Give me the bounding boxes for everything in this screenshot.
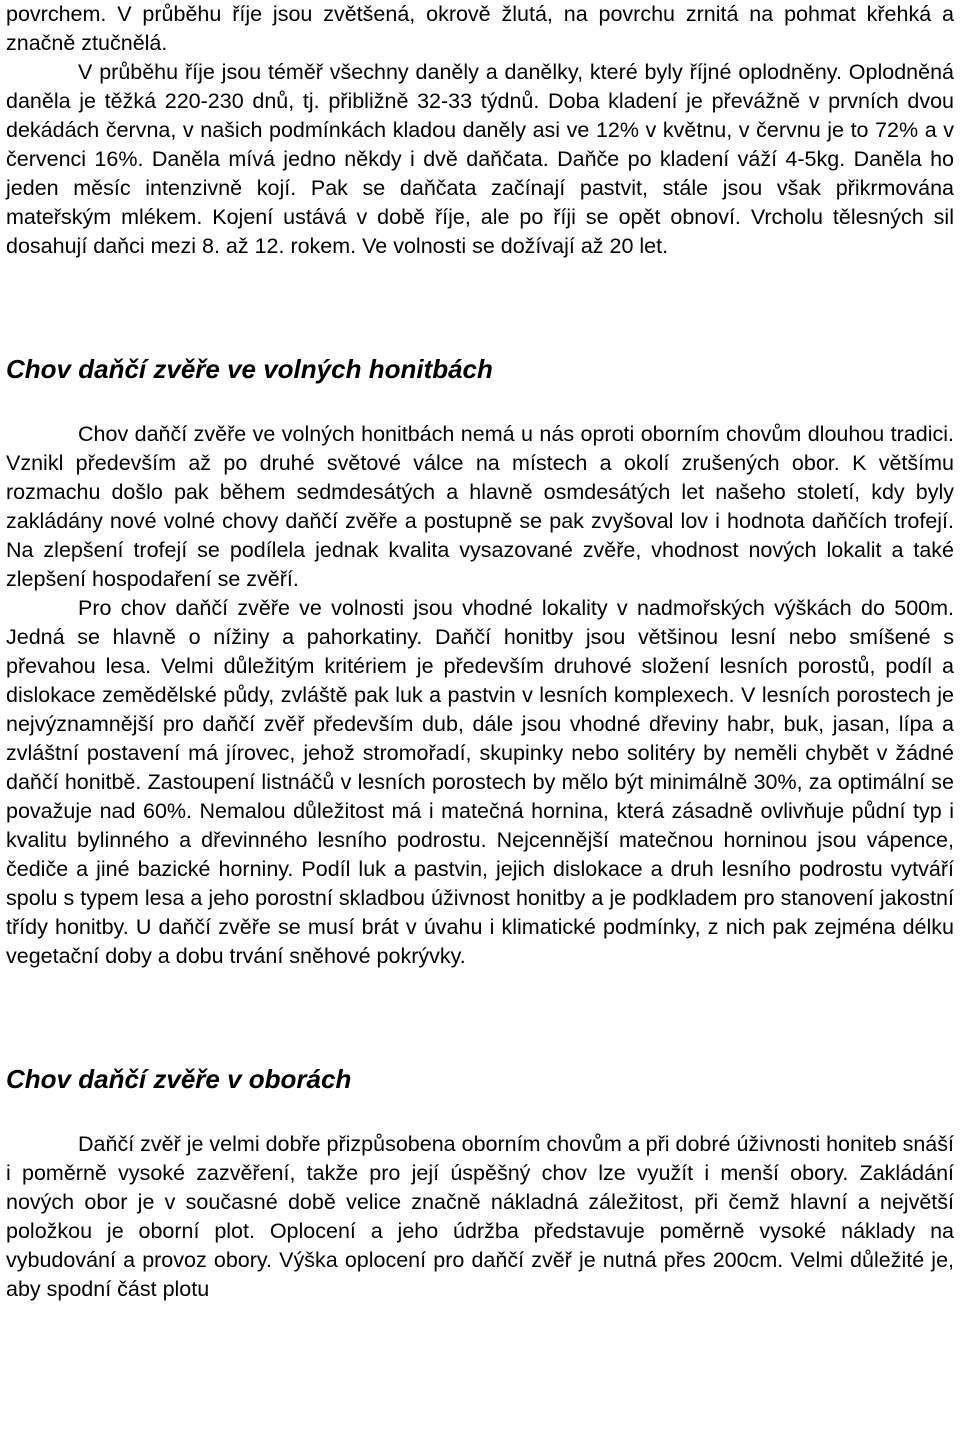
intro-paragraph-2: V průběhu říje jsou téměř všechny daněly a danělky, které byly říjné oplodněny. Oplodněná daněla je těžká 220-230 dnů, tj. přibližně 32-33 týdnů. Doba kladení je převážně v prvních dvou dekádách června, v našich podmínkách kladou daněly asi ve 12% v květnu, v červnu je to 72% a v červenci 16%. Daněla mívá jedno někdy i dvě daňčata. Daňče po kladení váží 4-5kg. Daněla ho jeden měsíc intenzivně kojí. Pak se daňčata začínají pastvit, stále jsou však přikrmována mateřským mlékem. Kojení ustává v době říje, ale po říji se opět obnoví. Vrcholu tělesných sil dosahují daňci mezi 8. až 12. rokem. Ve volnosti se dožívají až 20 let. (6, 60, 954, 258)
free-range-paragraph-1: Chov daňčí zvěře ve volných honitbách nemá u nás oproti oborním chovům dlouhou tradici. Vznikl především až po druhé světové válce na místech a okolí zrušených obor. K většímu rozmachu došlo pak během sedmdesátých a hlavně osmdesátých let našeho století, kdy byly zakládány nové volné chovy daňčí zvěře a postupně se pak zvyšoval lov i hodnota daňčích trofejí. Na zlepšení trofejí se podílela jednak kvalita vysazované zvěře, vhodnost nových lokalit a také zlepšení hospodaření se zvěří. (6, 422, 954, 591)
document-page (6, 0, 954, 1304)
enclosures-paragraph-1: Daňčí zvěř je velmi dobře přizpůsobena oborním chovům a při dobré úživnosti honiteb snáší i poměrně vysoké zazvěření, takže pro její úspěšný chov lze využít i menší obory. Zakládání nových obor je v současné době velice značně nákladná záležitost, při čemž hlavní a největší položkou je oborní plot. Oplocení a jeho údržba představuje poměrně vysoké náklady na vybudování a provoz obory. Výška oplocení pro daňčí zvěř je nutná přes 200cm. Velmi důležité je, aby spodní část plotu (6, 1132, 954, 1301)
free-range-paragraph-2: Pro chov daňčí zvěře ve volnosti jsou vhodné lokality v nadmořských výškách do 500m. Jedná se hlavně o nížiny a pahorkatiny. Daňčí honitby jsou většinou lesní nebo smíšené s převahou lesa. Velmi důležitým kritériem je především druhové složení lesních porostů, podíl a dislokace zemědělské půdy, zvláště pak luk a pastvin v lesních komplexech. V lesních porostech je nejvýznamnější pro daňčí zvěř především dub, dále jsou vhodné dřeviny habr, buk, jasan, lípa a zvláštní postavení má jírovec, jehož stromořadí, skupinky nebo solitéry by neměli chybět v žádné daňčí honitbě. Zastoupení listnáčů v lesních porostech by mělo být minimálně 30%, za optimální se považuje nad 60%. Nemalou důležitost má i matečná hornina, která zásadně ovlivňuje půdní typ i kvalitu bylinného a dřevinného lesního podrostu. Nejcennější matečnou horninou jsou vápence, čediče a jiné bazické horniny. Podíl luk a pastvin, jejich dislokace a druh lesního podrostu vytváří spolu s typem lesa a jeho porostní skladbou úživnost honitby a je podkladem pro stanovení jakostní třídy honitby. U daňčí zvěře se musí brát v úvahu i klimatické podmínky, z nich pak zejména délku vegetační doby a dobu trvání sněhové pokrývky. (6, 596, 954, 968)
section-heading-enclosures: Chov daňčí zvěře v oborách (6, 1064, 352, 1094)
intro-paragraph-1: povrchem. V průběhu říje jsou zvětšená, okrově žlutá, na povrchu zrnitá na pohmat křehká a značně ztučnělá. (6, 2, 954, 55)
section-heading-free-range: Chov daňčí zvěře ve volných honitbách (6, 354, 493, 384)
